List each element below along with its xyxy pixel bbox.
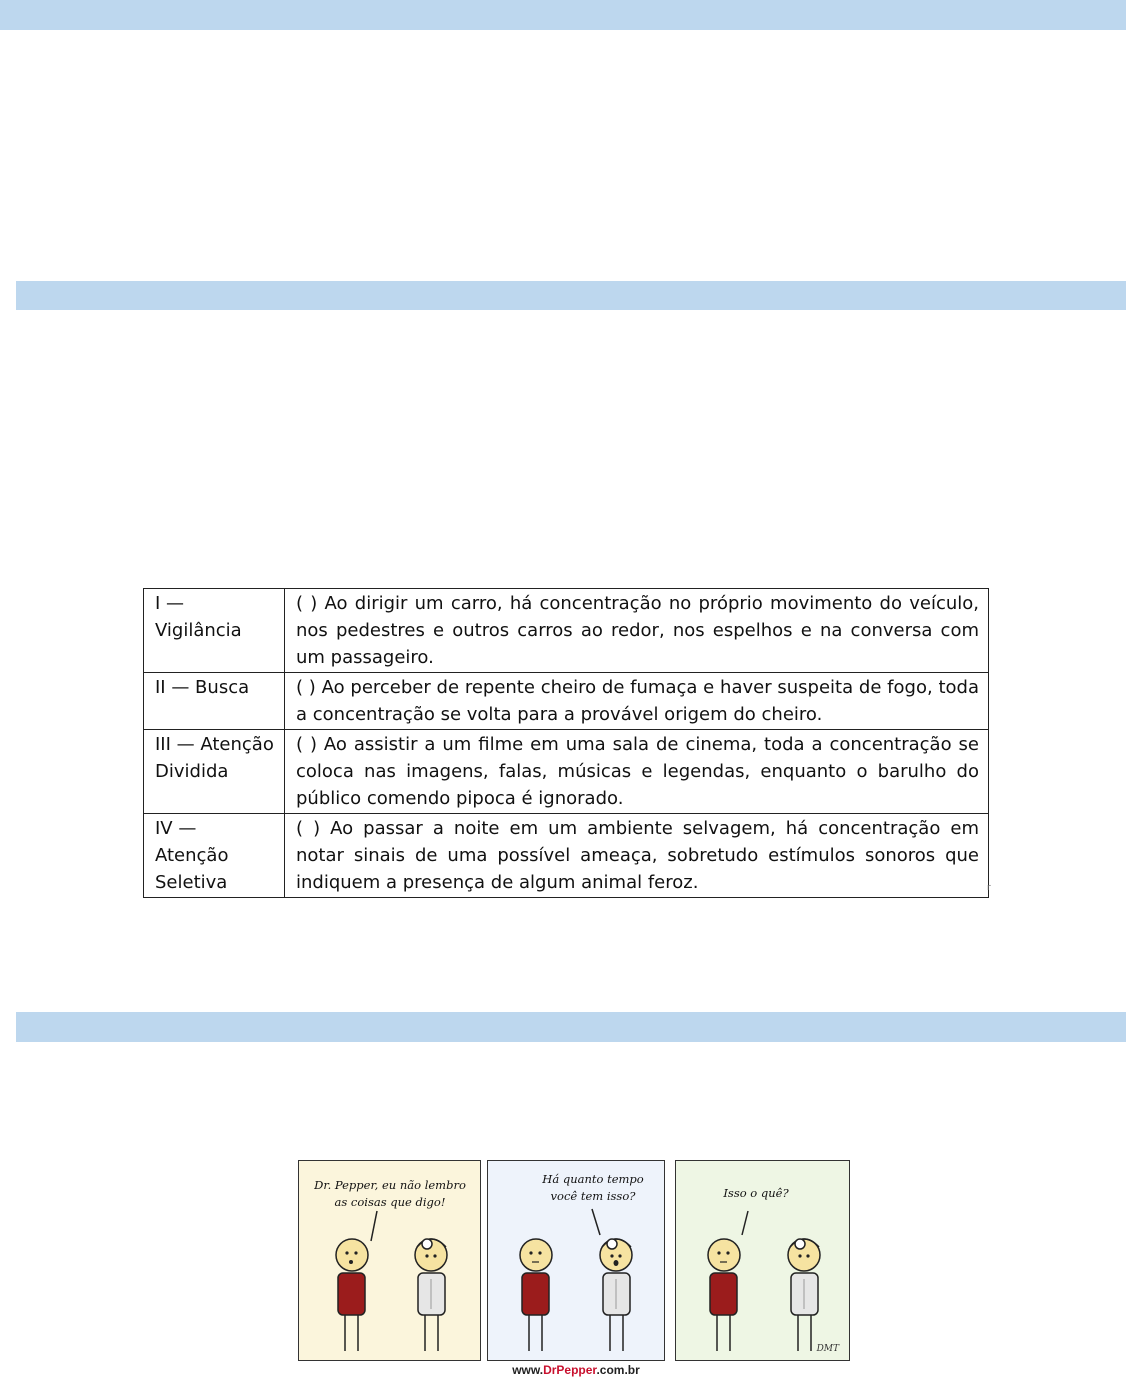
comic-credit-url xyxy=(298,1363,854,1377)
comic-panel-2 xyxy=(487,1160,665,1361)
label-line: I — Vigilância xyxy=(155,593,242,641)
label-line: II — Busca xyxy=(155,677,250,698)
row-description: ( ) Ao passar a noite em um ambiente selvagem, há concentração em notar sinais de uma possível ameaça, sobretudo estímulos sonoros que indiquem a presença de algum animal feroz. xyxy=(285,814,989,898)
attention-types-table xyxy=(143,588,989,898)
row-label xyxy=(144,589,285,673)
row-label xyxy=(144,814,285,898)
comic-panel-1 xyxy=(298,1160,481,1361)
speech-line: Há quanto tempo xyxy=(542,1172,644,1186)
table-row xyxy=(144,673,989,730)
row-description: ( ) Ao perceber de repente cheiro de fumaça e haver suspeita de fogo, toda a concentração se volta para a provável origem do cheiro. xyxy=(285,673,989,730)
artist-signature: DMT xyxy=(816,1344,839,1354)
credit-part: .com.br xyxy=(596,1363,640,1377)
table-row xyxy=(144,814,989,898)
credit-part: Pepper xyxy=(556,1363,597,1377)
table-corner-mark: r xyxy=(987,883,991,893)
comic-panel-3 xyxy=(675,1160,850,1361)
speech-line: Dr. Pepper, eu não lembro xyxy=(314,1178,466,1192)
credit-part: www. xyxy=(512,1363,544,1377)
section-header-band xyxy=(16,1012,1126,1042)
speech-text: Isso o quê? xyxy=(723,1186,789,1200)
row-description: ( ) Ao assistir a um filme em uma sala de cinema, toda a concentração se coloca nas imagens, falas, músicas e legendas, enquanto o barulho do público comendo pipoca é ignorado. xyxy=(285,730,989,814)
row-label xyxy=(144,673,285,730)
comic-strip xyxy=(298,1160,854,1383)
speech-line: você tem isso? xyxy=(550,1189,636,1203)
label-line: Dividida xyxy=(155,761,229,782)
label-line: III — Atenção xyxy=(155,734,274,755)
comic-figures-illustration xyxy=(676,1161,851,1362)
label-line: Seletiva xyxy=(155,872,228,893)
table-row xyxy=(144,730,989,814)
section-header-band xyxy=(0,0,1126,30)
comic-figures-illustration xyxy=(488,1161,666,1362)
row-description: ( ) Ao dirigir um carro, há concentração no próprio movimento do veículo, nos pedestres e outros carros ao redor, nos espelhos e na conversa com um passageiro. xyxy=(285,589,989,673)
speech-line: as coisas que digo! xyxy=(334,1195,446,1209)
comic-figures-illustration xyxy=(299,1161,482,1362)
credit-part: Dr xyxy=(543,1363,557,1377)
section-header-band xyxy=(16,281,1126,310)
table-row xyxy=(144,589,989,673)
row-label xyxy=(144,730,285,814)
label-line: IV — Atenção xyxy=(155,818,229,866)
